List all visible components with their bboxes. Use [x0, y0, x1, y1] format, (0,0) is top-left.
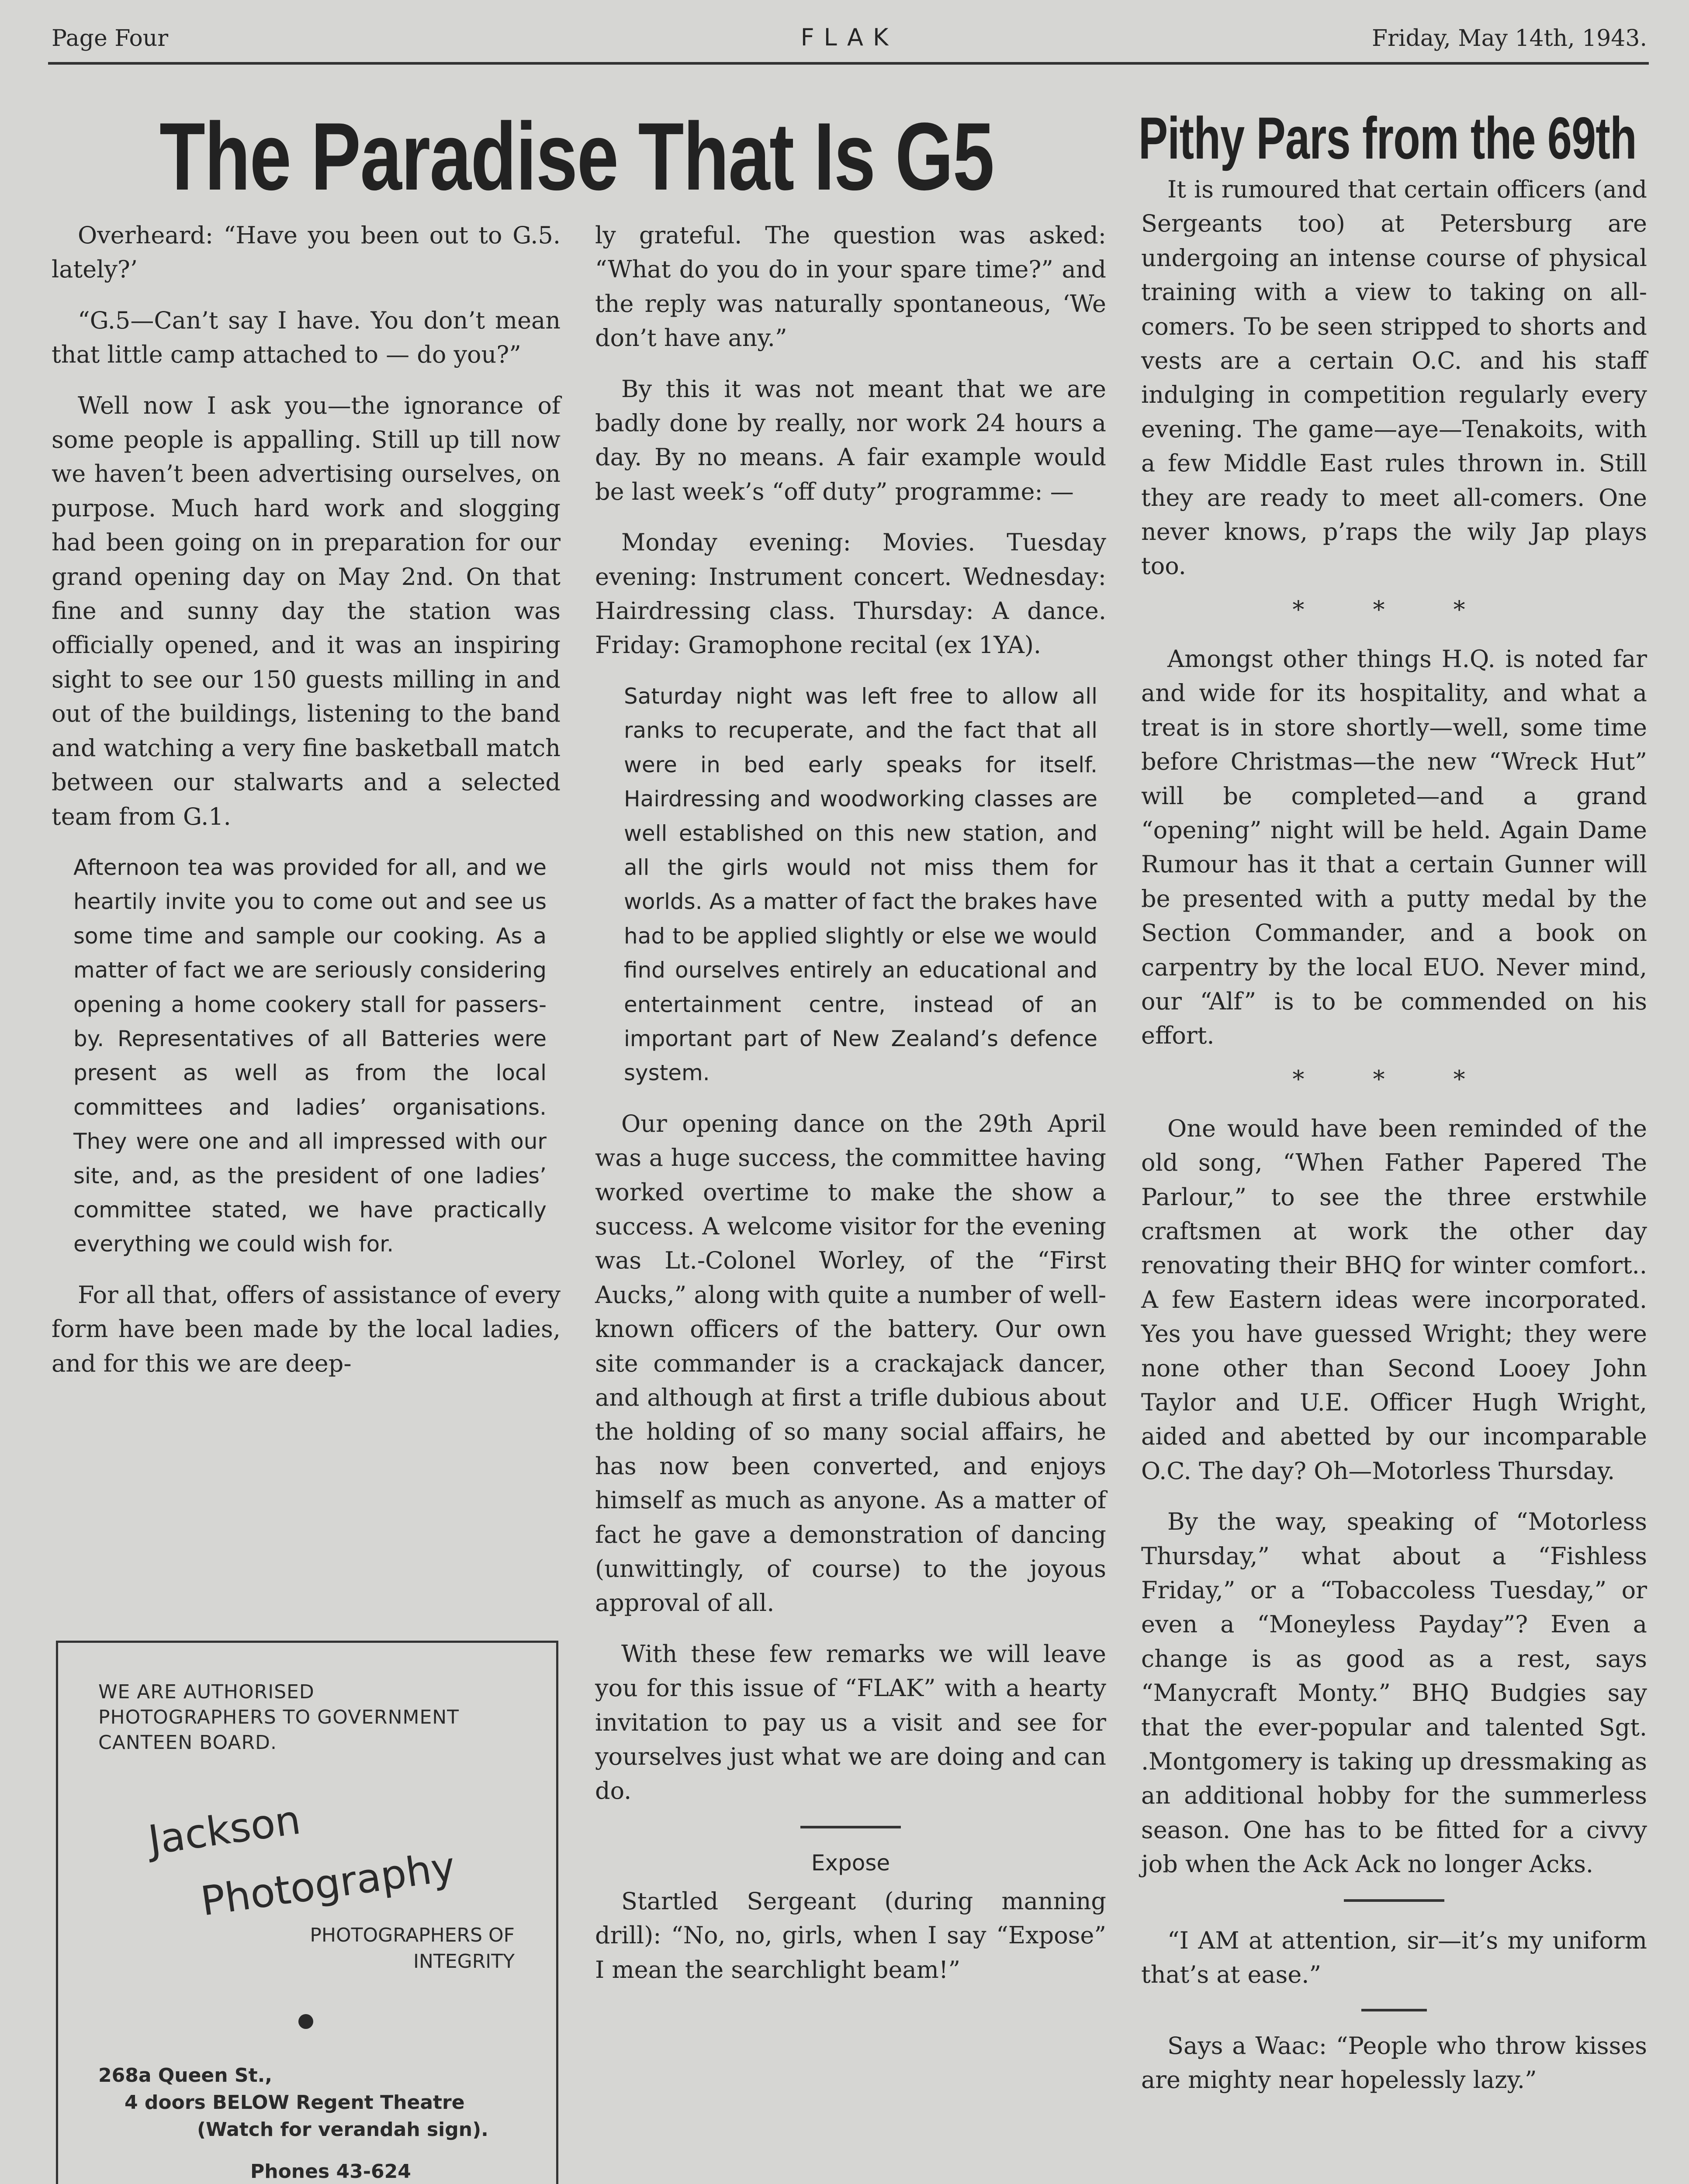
joke-paragraph: “I AM at attention, sir—it’s my uniform that’s at ease.”: [1141, 1926, 1647, 1989]
section-divider: [800, 1826, 901, 1828]
article-paragraph: Monday evening: Movies. Tuesday evening: Instrument concert. Wednesday: Hairdressing class. Thursday: A dance. Friday: Gramophone recital (ex 1YA).: [595, 529, 1106, 659]
article-paragraph: Overheard: “Have you been out to G.5. lately?’: [52, 221, 561, 283]
column-3: [1141, 173, 1647, 2114]
ad-brand-name: Photography: [198, 1843, 458, 1925]
ad-address-line: (Watch for verandah sign).: [197, 2118, 488, 2141]
ad-address-line: 4 doors BELOW Regent Theatre: [125, 2091, 465, 2114]
ad-address: [98, 2062, 488, 2143]
ad-brand-name: Jackson: [145, 1796, 304, 1864]
ad-heading: [98, 1679, 535, 1755]
running-head: [52, 21, 1647, 60]
page-label: Page Four: [52, 25, 169, 52]
expose-title: Expose: [811, 1850, 890, 1876]
article-paragraph: “G.5—Can’t say I have. You don’t mean that little camp attached to — do you?”: [52, 306, 561, 369]
section-divider: [1361, 2009, 1427, 2011]
star-separator: * * *: [1292, 1065, 1496, 1093]
side-paragraph: Amongst other things H.Q. is noted far and wide for its hospitality, and what a treat is in store shortly—well, some time before Christmas—the new “Wreck Hut” will be completed—and a grand “opening” night will be held. Again Dame Rumour has it that a certain Gunner will be presented with a putty medal by the Section Commander, and a book on carpentry by the local EUO. Never mind, our “Alf” is to be commended on his effort.: [1141, 645, 1647, 1050]
ad-phone-line: Phones 43-624: [250, 2160, 411, 2183]
expose-text: Startled Sergeant (during manning drill): “No, no, girls, when I say “Expose” I mean the searchlight beam!”: [595, 1887, 1106, 1984]
article-paragraph: For all that, offers of assistance of every form have been made by the local ladies, and for this we are deep-: [52, 1281, 561, 1377]
main-headline: The Paradise That Is G5: [159, 103, 994, 210]
star-separator: * * *: [1292, 595, 1496, 623]
ad-tagline-line: PHOTOGRAPHERS OF: [310, 1924, 515, 1946]
joke-paragraph: Says a Waac: “People who throw kisses are mighty near hopelessly lazy.”: [1141, 2032, 1647, 2094]
section-divider: [1344, 1899, 1444, 1902]
article-paragraph: Well now I ask you—the ignorance of some people is appalling. Still up till now we haven’t been advertising ourselves, on purpose. Much hard work and slogging had been going on in preparation for our grand opening day on May 2nd. On that fine and sunny day the station was officially opened, and it was an inspiring sight to see our 150 guests milling in and out of the buildings, listening to the band and watching a very fine basketball match between our stalwarts and a selected team from G.1.: [52, 391, 561, 830]
ad-heading-line: CANTEEN BOARD.: [98, 1731, 277, 1754]
ad-heading-line: WE ARE AUTHORISED: [98, 1681, 315, 1703]
article-paragraph-sans: Saturday night was left free to allow all ranks to recuperate, and the fact that all were in bed early speaks for itself. Hairdressing and woodworking classes are well established on this new station, and all the girls would not miss them for worlds. As a matter of fact the brakes have had to be applied slightly or else we would find ourselves entirely an educational and entertainment centre, instead of an important part of New Zealand’s defence system.: [624, 683, 1097, 1086]
ad-address-line: 268a Queen St.,: [98, 2064, 273, 2087]
article-paragraph: With these few remarks we will leave you for this issue of “FLAK” with a hearty invitation to pay us a visit and see for yourselves just what we are doing and can do.: [595, 1640, 1106, 1805]
side-paragraph: It is rumoured that certain officers (and Sergeants too) at Petersburg are undergoing an intense course of physical training with a view to taking on all-comers. To be seen stripped to shorts and vests are a certain O.C. and his staff indulging in competition regularly every evening. The game—aye—Tenakoits, with a few Middle East rules thrown in. Still they are ready to meet all-comers. One never knows, p’raps the wily Jap plays too.: [1141, 176, 1647, 580]
article-paragraph: By this it was not meant that we are badly done by really, nor work 24 hours a day. By no means. A fair example would be last week’s “off duty” programme: —: [595, 375, 1106, 505]
ad-phones: [250, 2158, 411, 2184]
ad-tagline: [209, 1922, 515, 1975]
article-paragraph-sans: Afternoon tea was provided for all, and we heartily invite you to come out and see us some time and sample our cooking. As a matter of fact we are seriously considering opening a home cookery stall for passers-by. Representatives of all Batteries were present as well as from the local committees and ladies’ organisations. They were one and all impressed with our site, and, as the president of one ladies’ committee stated, we have practically everything we could wish for.: [73, 854, 547, 1257]
ad-tagline-line: INTEGRITY: [413, 1950, 515, 1973]
photography-advertisement: [56, 1641, 558, 2184]
column-1: [52, 218, 561, 1397]
bullet-dot-icon: [298, 2014, 313, 2029]
article-paragraph: ly grateful. The question was asked: “What do you do in your spare time?” and the reply was naturally spontaneous, ‘We don’t have any.”: [595, 221, 1106, 352]
side-headline: Pithy Pars from the 69th: [1139, 105, 1637, 171]
ad-heading-line: PHOTOGRAPHERS TO GOVERNMENT: [98, 1706, 460, 1728]
issue-date: Friday, May 14th, 1943.: [1371, 25, 1647, 52]
header-rule: [48, 62, 1649, 65]
column-2: [595, 218, 1106, 2004]
side-paragraph: By the way, speaking of “Motorless Thursday,” what about a “Fishless Friday,” or a “Tobaccoless Tuesday,” or even a “Moneyless Payday”? Even a change is as good as a rest, says “Manycraft Monty.” BHQ Budgies say that the ever-popular and talented Sgt. .Montgomery is taking up dressmaking as an additional hobby for the summerless season. One has to be fitted for a civvy job when the Ack Ack no longer Acks.: [1141, 1508, 1647, 1878]
paper-name: FLAK: [800, 24, 898, 51]
article-paragraph: Our opening dance on the 29th April was a huge success, the committee having worked overtime to make the show a success. A welcome visitor for the evening was Lt.-Colonel Worley, of the “First Aucks,” along with quite a number of well-known officers of the battery. Our own site commander is a crackajack dancer, and although at first a trifle dubious about the holding of so many social affairs, he has now been converted, and enjoys himself as much as anyone. As a matter of fact he gave a demonstration of dancing (unwittingly, of course) to the joyous approval of all.: [595, 1109, 1106, 1617]
side-paragraph: One would have been reminded of the old song, “When Father Papered The Parlour,” to see the three erstwhile craftsmen at work the other day renovating their BHQ for winter comfort.. A few Eastern ideas were incorporated. Yes you have guessed Wright; they were none other than Second Looey John Taylor and U.E. Officer Hugh Wright, aided and abetted by our incomparable O.C. The day? Oh—Motorless Thursday.: [1141, 1114, 1647, 1485]
